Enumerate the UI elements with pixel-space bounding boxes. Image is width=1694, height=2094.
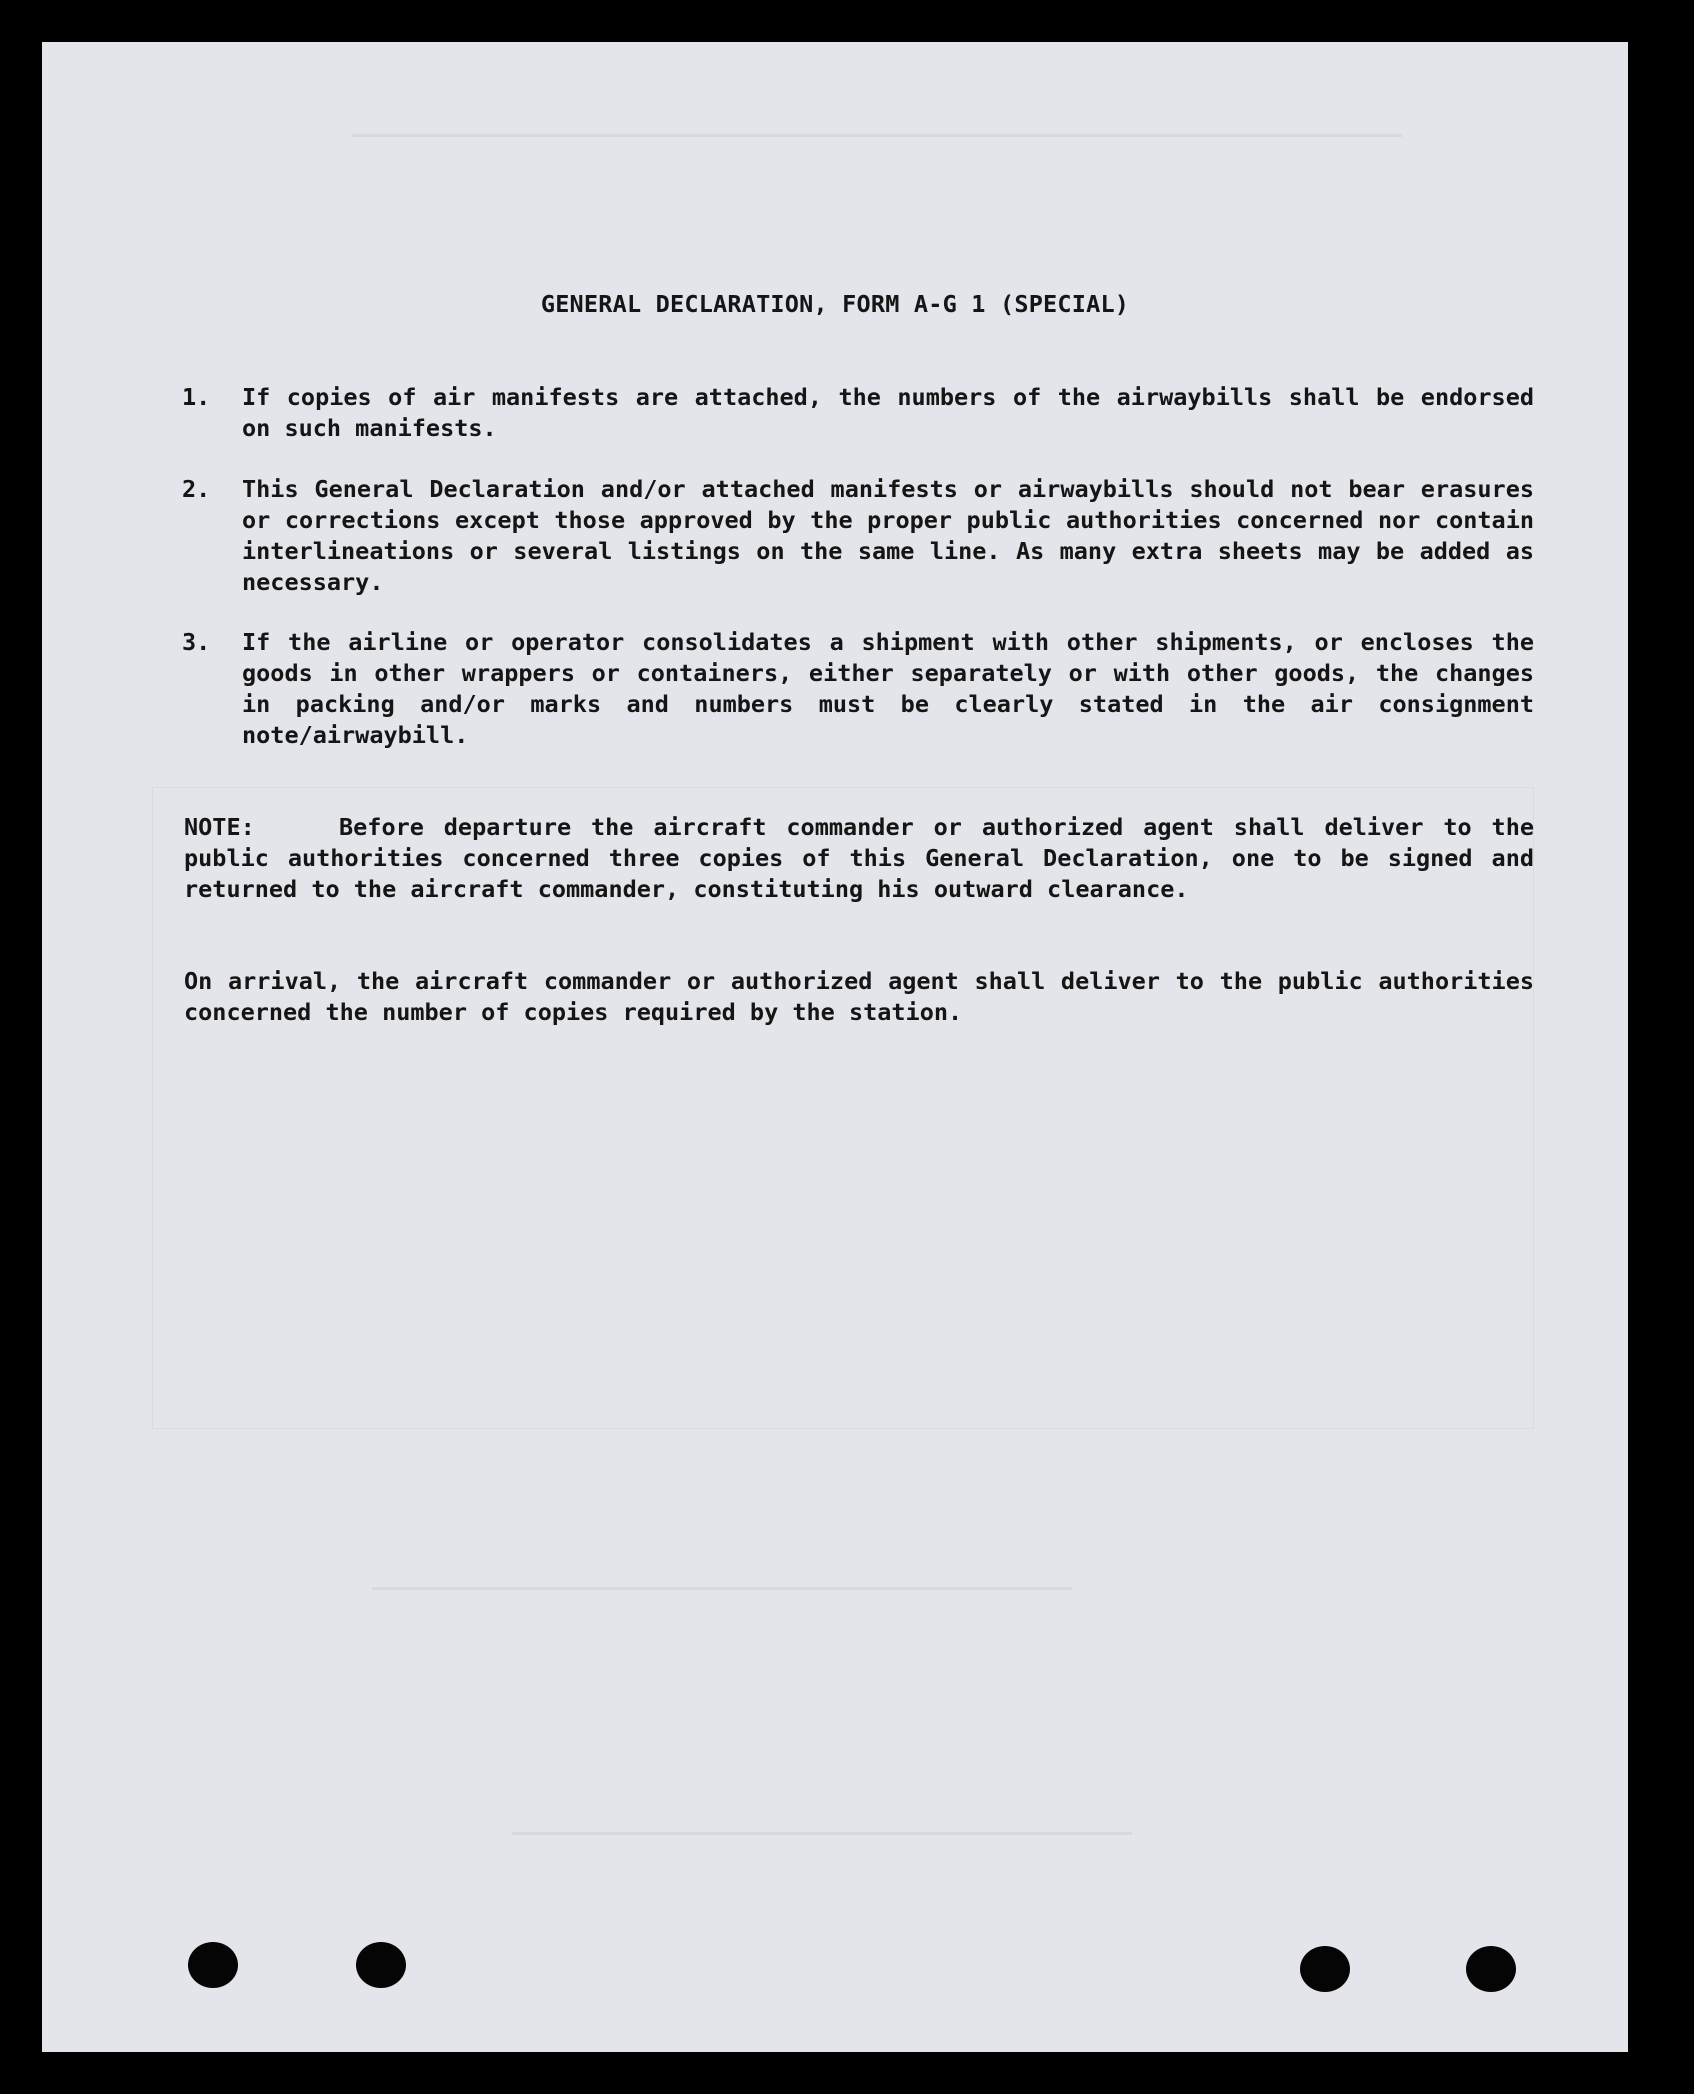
document-page <box>42 42 1628 2052</box>
punch-hole <box>356 1942 406 1988</box>
bleed-through-line <box>372 1587 1072 1590</box>
punch-hole <box>1466 1946 1516 1992</box>
list-item-text: If the airline or operator consolidates a shipment with other shipments, or encloses the goods in other wrappers or containers, either separately or with other goods, the changes in packing and/or marks and numbers must be clearly stated in the air consignment note/airwaybill. <box>242 628 1534 749</box>
note-paragraph <box>184 812 1534 905</box>
punch-hole <box>1300 1946 1350 1992</box>
punch-hole <box>188 1942 238 1988</box>
list-item-number: 2. <box>182 475 211 503</box>
bleed-through-line <box>352 134 1402 137</box>
note-text: Before departure the aircraft commander or authorized agent shall deliver to the public authorities concerned three copies of this General Declaration, one to be signed and returned to the aircraft commander, constituting his outward clearance. <box>184 813 1534 903</box>
bleed-through-line <box>512 1832 1132 1835</box>
list-item-number: 1. <box>182 383 211 411</box>
list-item-text: This General Declaration and/or attached manifests or airwaybills should not bear erasures or corrections except those approved by the proper public authorities concerned nor contain interlineations or several listings on the same line. As many extra sheets may be added as necessary. <box>242 475 1534 596</box>
arrival-paragraph: On arrival, the aircraft commander or authorized agent shall deliver to the public authorities concerned the number of copies required by the station. <box>184 967 1534 1026</box>
note-label: NOTE: <box>184 813 255 841</box>
document-title: GENERAL DECLARATION, FORM A-G 1 (SPECIAL) <box>540 290 1130 318</box>
list-item-number: 3. <box>182 628 211 656</box>
list-item-text: If copies of air manifests are attached, the numbers of the airwaybills shall be endorsed on such manifests. <box>242 383 1534 442</box>
